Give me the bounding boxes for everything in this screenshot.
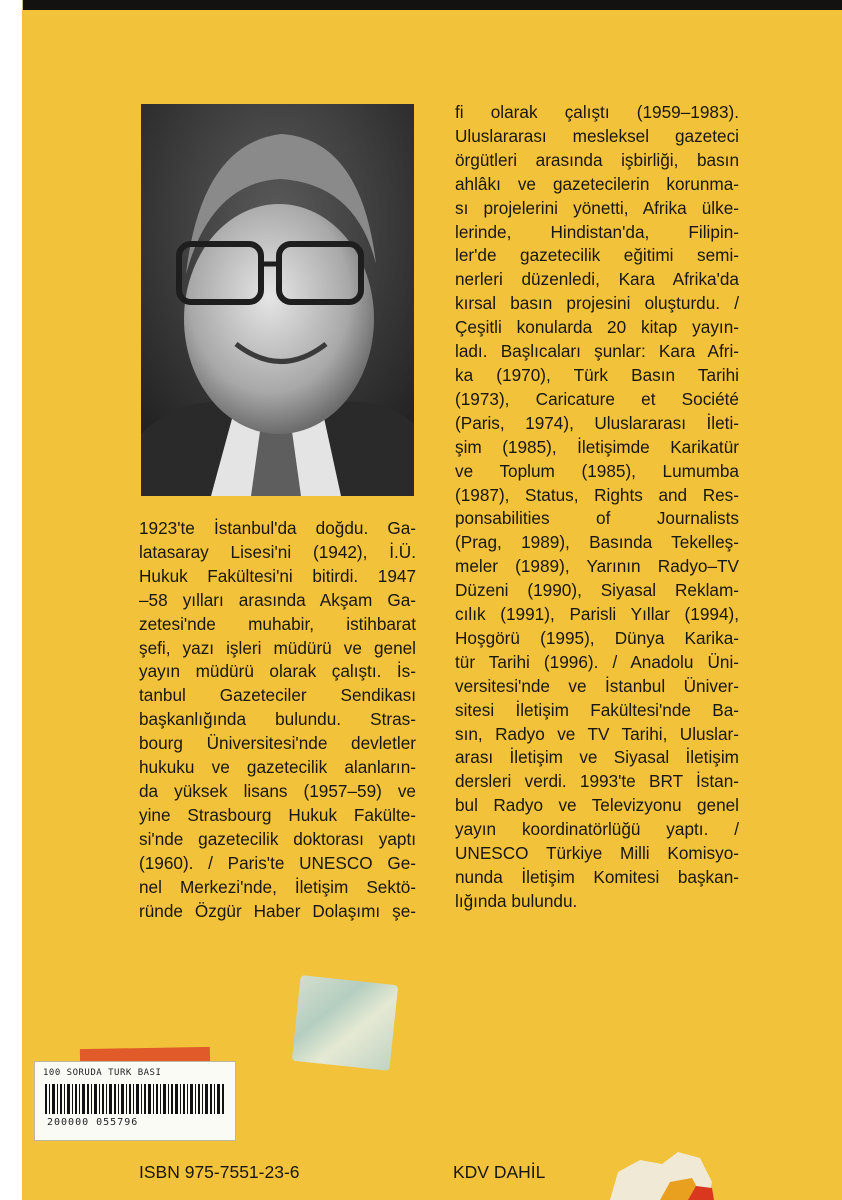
bio-line: UNESCO Türkiye Milli Komisyo- xyxy=(455,843,739,864)
bio-line: yayın koordinatörlüğü yaptı. / xyxy=(455,819,739,840)
bio-line: ve Toplum (1985), Lumumba xyxy=(455,460,739,481)
library-book-title: 100 SORUDA TURK BASI xyxy=(43,1068,162,1078)
bio-line: yine Strasbourg Hukuk Fakülte- xyxy=(139,804,416,825)
barcode-icon xyxy=(45,1084,225,1114)
biography-right-column xyxy=(455,101,739,914)
bio-line: si'nde gazetecilik doktorası yaptı xyxy=(139,828,416,849)
bio-line: Hoşgörü (1995), Dünya Karika- xyxy=(455,627,739,648)
bio-line: (1973), Caricature et Société xyxy=(455,388,739,409)
bio-line: cılık (1991), Parisli Yıllar (1994), xyxy=(455,604,739,625)
bio-line: bourg Üniversitesi'nde devletler xyxy=(139,733,416,754)
bio-line: Hukuk Fakültesi'ni bitirdi. 1947 xyxy=(139,565,416,586)
bio-line: nerleri düzenledi, Kara Afrika'da xyxy=(455,269,739,290)
bio-line: şefi, yazı işleri müdürü ve genel xyxy=(139,637,416,658)
scan-edge-left xyxy=(0,0,23,1200)
bio-line: ahlâkı ve gazetecilerin korunma- xyxy=(455,173,739,194)
bio-line: (1987), Status, Rights and Res- xyxy=(455,484,739,505)
hologram-sticker xyxy=(292,975,398,1071)
bio-line: Uluslararası mesleksel gazeteci xyxy=(455,125,739,146)
bio-line: bul Radyo ve Televizyonu genel xyxy=(455,795,739,816)
bio-line: başkanlığında bulundu. Stras- xyxy=(139,709,416,730)
bio-line: meler (1989), Yarının Radyo–TV xyxy=(455,556,739,577)
bio-line: nel Merkezi'nde, İletişim Sektö- xyxy=(139,876,416,897)
torn-price-sticker-icon xyxy=(600,1142,720,1200)
bio-line: (1960). / Paris'te UNESCO Ge- xyxy=(139,852,416,873)
bio-line: hukuku ve gazetecilik alanların- xyxy=(139,757,416,778)
bio-line: fi olarak çalıştı (1959–1983). xyxy=(455,102,739,122)
isbn-number: ISBN 975-7551-23-6 xyxy=(139,1162,300,1182)
bio-line: (Paris, 1974), Uluslararası İleti- xyxy=(455,412,739,433)
bio-line: şim (1985), İletişimde Karikatür xyxy=(455,436,739,457)
bio-line: zetesi'nde muhabir, istihbarat xyxy=(139,613,416,634)
biography-left-column xyxy=(139,517,416,923)
bio-line: ponsabilities of Journalists xyxy=(455,508,739,529)
bio-line: lığında bulundu. xyxy=(455,890,578,911)
bio-line: yayın müdürü olarak çalıştı. İs- xyxy=(139,661,416,682)
library-barcode-label xyxy=(34,1061,236,1141)
barcode-number: 200000 055796 xyxy=(47,1117,139,1128)
bio-line: sın, Radyo ve TV Tarihi, Uluslar- xyxy=(455,723,739,744)
bio-line: örgütleri arasında işbirliği, basın xyxy=(455,149,739,170)
bio-line: kırsal basın projesini oluşturdu. / xyxy=(455,293,739,314)
author-photo-icon xyxy=(141,104,414,496)
bio-line: Çeşitli konularda 20 kitap yayın- xyxy=(455,317,739,338)
author-portrait xyxy=(141,104,414,496)
price-tax-label: KDV DAHİL xyxy=(453,1162,546,1182)
bio-line: da yüksek lisans (1957–59) ve xyxy=(139,780,416,801)
bio-line: tanbul Gazeteciler Sendikası xyxy=(139,685,416,706)
bio-line: 1923'te İstanbul'da doğdu. Ga- xyxy=(139,518,416,538)
bio-line: –58 yılları arasında Akşam Ga- xyxy=(139,589,416,610)
bio-line: arası İletişim ve Siyasal İletişim xyxy=(455,747,739,768)
bio-line: latasaray Lisesi'ni (1942), İ.Ü. xyxy=(139,541,416,562)
bio-line: versitesi'nde ve İstanbul Üniver- xyxy=(455,675,739,696)
bio-line: ladı. Başlıcaları şunlar: Kara Afri- xyxy=(455,341,739,362)
bio-line: ründe Özgür Haber Dolaşımı şe- xyxy=(139,900,416,921)
bio-line: ka (1970), Türk Basın Tarihi xyxy=(455,364,739,385)
bio-line: Düzeni (1990), Siyasal Reklam- xyxy=(455,580,739,601)
bio-line: lerinde, Hindistan'da, Filipin- xyxy=(455,221,739,242)
bio-line: ler'de gazetecilik eğitimi semi- xyxy=(455,245,739,266)
bio-line: sı projelerini yönetti, Afrika ülke- xyxy=(455,197,739,218)
scan-edge-top xyxy=(0,0,842,10)
bio-line: sitesi İletişim Fakültesi'nde Ba- xyxy=(455,699,739,720)
bio-line: dersleri verdi. 1993'te BRT İstan- xyxy=(455,771,739,792)
bio-line: tür Tarihi (1996). / Anadolu Üni- xyxy=(455,651,739,672)
bio-line: (Prag, 1989), Basında Tekelleş- xyxy=(455,532,739,553)
bio-line: nunda İletişim Komitesi başkan- xyxy=(455,867,739,887)
